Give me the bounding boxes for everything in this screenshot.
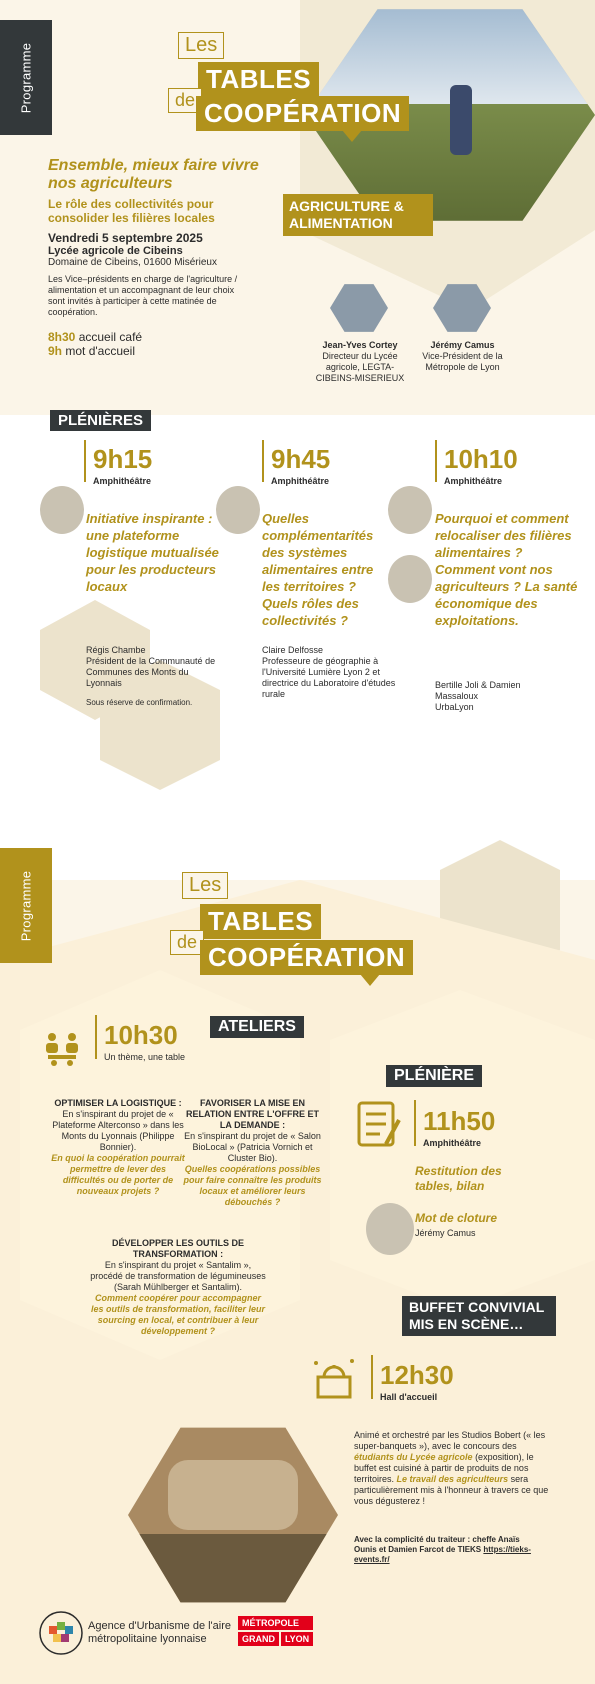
buffet-time: 12h30 bbox=[380, 1360, 454, 1390]
intro-subheadline: Le rôle des collectivités pour consolider les filières locales bbox=[48, 197, 215, 225]
buffet-bar bbox=[371, 1355, 373, 1399]
workshop-offre-demande: FAVORISER LA MISE EN RELATION ENTRE L'OFFRE ET LA DEMANDE : En s'inspirant du projet de « Salon BioLocal » (Patricia Vornich et Cluster Bio). Quelles coopérations possibles pour faire connaître les produits locaux et améliorer leurs débouchés ? bbox=[183, 1098, 322, 1207]
invite-text: Les Vice–présidents en charge de l'agriculture / alimentation et un accompagnant de leur choix sont invités à participer à cette matinée de coopération. bbox=[48, 274, 238, 317]
caterer-link[interactable]: https://tieks-events.fr/ bbox=[354, 1545, 531, 1564]
metropole-logo: MÉTROPOLE GRAND LYON bbox=[238, 1616, 313, 1646]
buffet-label: BUFFET CONVIVIAL MIS EN SCÈNE… bbox=[402, 1296, 556, 1336]
session-3-bar bbox=[435, 440, 437, 482]
urbalyon-logo-text: Agence d'Urbanisme de l'aire métropolitaine lyonnaise bbox=[88, 1620, 231, 1645]
buffet-icon bbox=[308, 1355, 360, 1401]
theme-badge: AGRICULTURE & ALIMENTATION bbox=[283, 194, 433, 236]
workshop-logistique: OPTIMISER LA LOGISTIQUE : En s'inspirant du projet de « Plateforme Alterconso » dans les Monts du Lyonnais (Philippe Bonnier). En quoi la coopération pourrait permettre de lever des difficultés ou de porter de nouveaux projets ? bbox=[51, 1098, 185, 1196]
schedule-line-2: 9h mot d'accueil bbox=[48, 344, 136, 358]
pleniere-speaker: Jérémy Camus bbox=[415, 1228, 476, 1238]
side-tab-programme: Programme bbox=[0, 20, 52, 135]
title-cooperation: COOPÉRATION bbox=[196, 96, 409, 131]
session-2-bar bbox=[262, 440, 264, 482]
pleniere-speaker-photo bbox=[366, 1203, 414, 1255]
pleniere-bar bbox=[414, 1100, 416, 1146]
host-1: Jean-Yves Cortey Directeur du Lycée agricole, LEGTA-CIBEINS-MISERIEUX bbox=[315, 340, 405, 383]
session-1-question: Initiative inspirante : une plateforme logistique mutualisée pour les producteurs locaux bbox=[86, 511, 219, 594]
ateliers-bar bbox=[95, 1015, 97, 1059]
intro-headline: Ensemble, mieux faire vivre nos agriculteurs bbox=[48, 157, 259, 192]
title-tables-2: TABLES bbox=[200, 904, 321, 939]
speaker-photo-3 bbox=[388, 486, 432, 534]
title-de-2: de bbox=[170, 930, 204, 955]
pleniere-restitution: Restitution des tables, bilan bbox=[415, 1164, 502, 1193]
session-2-speaker: Claire Delfosse Professeure de géographie à l'Université Lumière Lyon 2 et directrice du Laboratoire d'études rurale bbox=[262, 645, 396, 699]
buffet-caterer: Avec la complicité du traiteur : cheffe Anaïs Ounis et Damien Farcot de TIEKS https://tieks-events.fr/ bbox=[354, 1535, 531, 1564]
speaker-photo-4 bbox=[388, 555, 432, 603]
speaker-photo-1 bbox=[40, 486, 84, 534]
host-2: Jérémy Camus Vice-Président de la Métropole de Lyon bbox=[422, 340, 503, 372]
session-1-time: 9h15 bbox=[93, 444, 153, 474]
urbalyon-logo-icon bbox=[38, 1610, 84, 1656]
ateliers-label: ATELIERS bbox=[210, 1016, 304, 1038]
session-3-time: 10h10 bbox=[444, 444, 518, 474]
title-de: de bbox=[168, 88, 202, 113]
buffet-room: Hall d'accueil bbox=[380, 1392, 438, 1402]
session-1-speaker: Régis Chambe Président de la Communauté de Communes des Monts du Lyonnais Sous réserve de confirmation. bbox=[86, 645, 216, 707]
session-2-room: Amphithéâtre bbox=[271, 476, 330, 486]
pleniere-room: Amphithéâtre bbox=[423, 1138, 482, 1148]
title-les: Les bbox=[178, 32, 224, 59]
workshop-transformation: DÉVELOPPER LES OUTILS DE TRANSFORMATION : En s'inspirant du projet « Santalim », procédé de transformation de légumineuses (Sarah Mühlberger et Santalim). Comment coopérer pour accompagner les outils de transformation, faciliter leur sourcing en local, et contribuer à leur développement ? bbox=[90, 1238, 266, 1336]
session-3-speaker: Bertille Joli & Damien Massaloux UrbaLyon bbox=[435, 680, 521, 712]
title-cooperation-2: COOPÉRATION bbox=[200, 940, 413, 975]
pleniere-time: 11h50 bbox=[423, 1106, 496, 1136]
title-les-2: Les bbox=[182, 872, 228, 899]
title-tables: TABLES bbox=[198, 62, 319, 97]
pleniere-mot: Mot de cloture bbox=[415, 1211, 498, 1225]
buffet-description: Animé et orchestré par les Studios Bobert (« les super-banquets »), avec le concours des étudiants du Lycée agricole (exposition), le buffet est cuisiné à partir de produits de nos territoires. Le travail des agriculteurs sera particulièrement mis à l'honneur à travers ce que vous dégusterez ! bbox=[354, 1430, 549, 1506]
team-icon bbox=[42, 1028, 82, 1068]
session-2-time: 9h45 bbox=[271, 444, 331, 474]
speaker-photo-2 bbox=[216, 486, 260, 534]
title-pointer-2 bbox=[360, 974, 380, 986]
ateliers-time: 10h30 bbox=[104, 1020, 178, 1050]
plenieres-label: PLÉNIÈRES bbox=[50, 410, 151, 431]
session-3-room: Amphithéâtre bbox=[444, 476, 503, 486]
schedule-line-1: 8h30 accueil café bbox=[48, 330, 143, 344]
checklist-icon bbox=[356, 1100, 402, 1150]
ateliers-subtitle: Un thème, une table bbox=[104, 1052, 186, 1062]
session-1-room: Amphithéâtre bbox=[93, 476, 152, 486]
title-pointer bbox=[342, 130, 362, 142]
session-2-question: Quelles complémentarités des systèmes alimentaires entre les territoires ? Quels rôles des collectivités ? bbox=[262, 511, 374, 628]
event-date: Vendredi 5 septembre 2025 bbox=[48, 231, 203, 245]
event-venue: Lycée agricole de Cibeins bbox=[48, 245, 183, 257]
side-tab-programme-2: Programme bbox=[0, 848, 52, 963]
session-1-bar bbox=[84, 440, 86, 482]
pleniere-label: PLÉNIÈRE bbox=[386, 1065, 482, 1087]
session-3-question: Pourquoi et comment relocaliser des filières alimentaires ? Comment vont nos agriculteurs ? La santé économique des exploitations. bbox=[435, 511, 578, 628]
event-address: Domaine de Cibeins, 01600 Misérieux bbox=[48, 257, 217, 268]
